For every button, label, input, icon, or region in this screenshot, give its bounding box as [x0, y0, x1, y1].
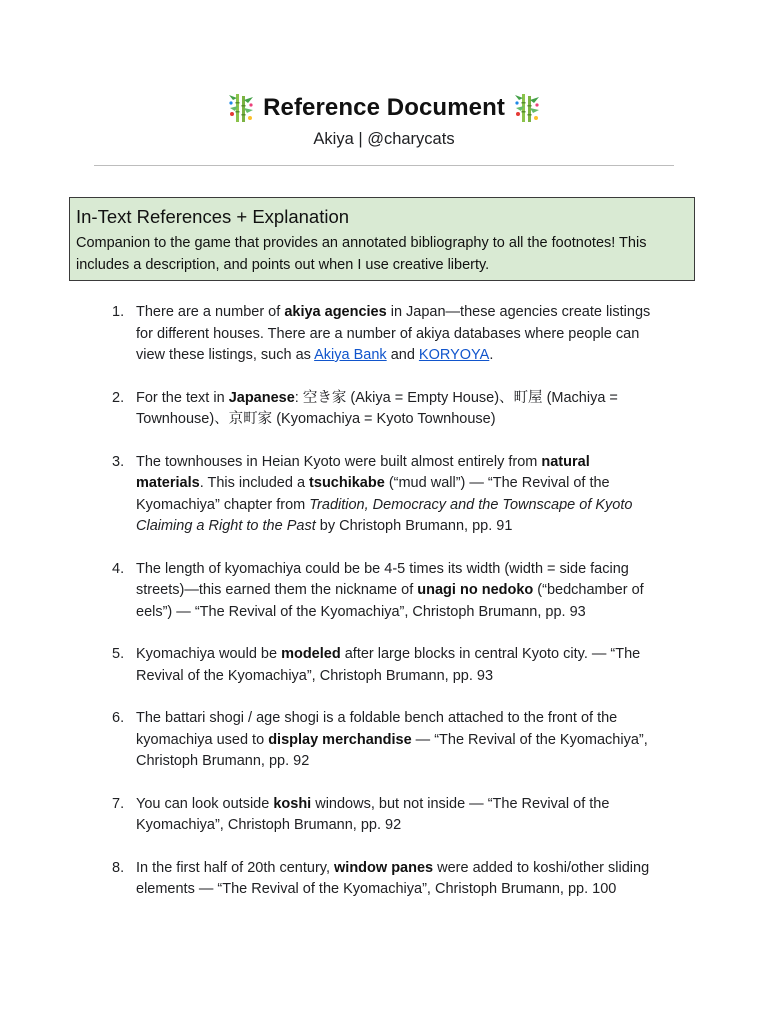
- reference-text-run: windows, but not inside — “The Revival of the Kyomachiya”, Christoph Brumann, pp. 92: [136, 795, 610, 833]
- reference-text-run: . This included a: [199, 475, 310, 491]
- reference-text-run: in Japan—these agencies create listings for different houses. There are a number of akiya databases where people can view these listings, such as: [136, 304, 651, 363]
- reference-number: 7.: [112, 795, 125, 812]
- callout-heading: In-Text References + Explanation: [76, 206, 350, 227]
- reference-text: [136, 452, 656, 538]
- reference-text-run: (“mud wall”) — “The Revival of the Kyomachiya” chapter from: [136, 475, 610, 513]
- emphasized-term: modeled: [281, 646, 341, 662]
- reference-text-run: were added to koshi/other sliding elements — “The Revival of the Kyomachiya”, Christoph Brumann, pp. 100: [136, 859, 650, 897]
- callout-body: Companion to the game that provides an annotated bibliography to all the footnotes! This includes a description, and points out when I use creative liberty.: [76, 235, 647, 273]
- reference-text-run: and: [386, 347, 419, 363]
- intro-callout-box: [69, 197, 695, 281]
- reference-text-run: — “The Revival of the Kyomachiya”, Christoph Brumann, pp. 92: [136, 731, 648, 769]
- reference-number: 6.: [112, 710, 125, 726]
- emphasized-term: tsuchikabe: [309, 475, 385, 491]
- bamboo-icon: [513, 92, 541, 124]
- emphasized-term: unagi no nedoko: [417, 582, 534, 598]
- reference-text-run: You can look outside: [136, 795, 274, 812]
- reference-text-run: The battari shogi / age shogi is a foldable bench attached to the front of the kyomachiya used to: [136, 710, 618, 748]
- emphasized-term: window panes: [334, 859, 434, 876]
- reference-item: [0, 644, 768, 687]
- emphasized-term: Japanese: [228, 389, 295, 406]
- reference-text-run: by Christoph Brumann, pp. 91: [315, 518, 513, 534]
- reference-link[interactable]: Akiya Bank: [314, 347, 387, 363]
- reference-item: [0, 559, 768, 624]
- reference-text: [136, 858, 656, 901]
- reference-number: 5.: [112, 646, 125, 662]
- reference-number: 1.: [112, 304, 125, 320]
- reference-item: [0, 708, 768, 773]
- header-divider: [94, 165, 674, 166]
- reference-text: [136, 708, 656, 773]
- reference-text-run: Kyomachiya would be: [136, 646, 282, 662]
- source-title: Tradition, Democracy and the Townscape of Kyoto Claiming a Right to the Past: [136, 496, 633, 534]
- reference-text-run: after large blocks in central Kyoto city. — “The Revival of the Kyomachiya”, Christoph Brumann, pp. 93: [136, 646, 641, 684]
- document-subtitle: Akiya | @charycats: [313, 130, 455, 148]
- emphasized-term: natural materials: [136, 453, 590, 491]
- emphasized-term: koshi: [273, 795, 312, 812]
- bamboo-icon: [227, 92, 255, 124]
- reference-item: [0, 302, 768, 367]
- reference-item: [0, 858, 768, 901]
- document-title: Reference Document: [263, 94, 505, 121]
- reference-text: [136, 644, 656, 687]
- reference-text: [136, 794, 656, 837]
- reference-number: 4.: [112, 560, 125, 577]
- reference-text-run: The townhouses in Heian Kyoto were built almost entirely from: [136, 453, 542, 470]
- reference-text-run: The length of kyomachiya could be be 4-5 times its width (width = side facing streets)—this earned them the nickname of: [136, 560, 629, 598]
- reference-text-run: (“bedchamber of eels”) — “The Revival of the Kyomachiya”, Christoph Brumann, pp. 93: [136, 582, 644, 620]
- reference-number: 2.: [112, 389, 125, 406]
- reference-text-run: There are a number of: [136, 304, 285, 320]
- reference-link[interactable]: KORYOYA: [418, 347, 490, 363]
- document-header: [0, 88, 768, 149]
- reference-text-run: .: [489, 347, 494, 363]
- reference-text: [136, 559, 656, 624]
- reference-text: [136, 302, 656, 367]
- emphasized-term: display merchandise: [268, 731, 412, 748]
- reference-list: [0, 302, 768, 922]
- reference-text-run: : 空き家 (Akiya = Empty House)、町屋 (Machiya = Townhouse)、京町家 (Kyomachiya = Kyoto Townhouse): [136, 389, 618, 427]
- reference-text-run: For the text in: [136, 389, 229, 406]
- reference-item: [0, 452, 768, 538]
- reference-text-run: In the first half of 20th century,: [136, 859, 335, 876]
- reference-number: 8.: [112, 859, 125, 876]
- reference-item: [0, 388, 768, 431]
- reference-text: [136, 388, 656, 431]
- reference-item: [0, 794, 768, 837]
- emphasized-term: akiya agencies: [284, 304, 387, 320]
- title-row: [0, 88, 768, 128]
- reference-number: 3.: [112, 453, 125, 470]
